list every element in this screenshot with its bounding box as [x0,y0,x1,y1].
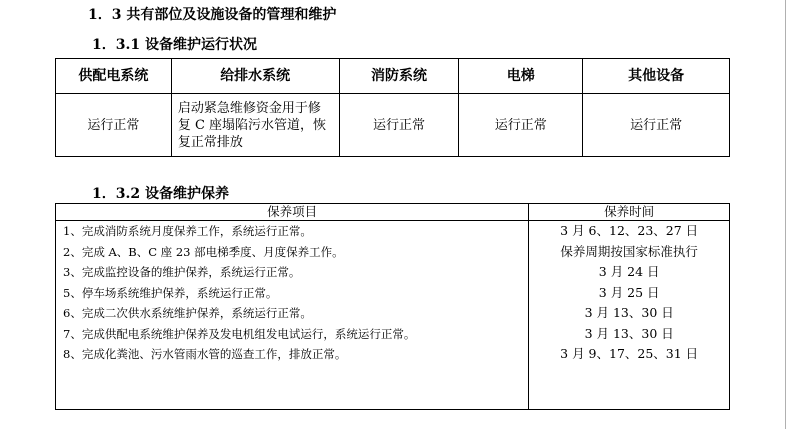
section-heading: 1．3 共有部位及设施设备的管理和维护 [88,7,337,23]
list-item: 3、完成监控设备的维护保养，系统运行正常。 [63,265,301,279]
maintenance-heading: 1．3.2 设备维护保养 [92,186,229,202]
time-item: 3 月 9、17、25、31 日 [560,346,699,361]
list-item: 6、完成二次供水系统维护保养，系统运行正常。 [63,306,312,320]
list-item: 1、完成消防系统月度保养工作，系统运行正常。 [63,224,312,238]
list-item: 7、完成供配电系统维护保养及发电机组发电试运行，系统运行正常。 [63,326,416,341]
status-fire: 运行正常 [339,94,459,157]
page-edge-rule [785,0,786,429]
header-fire: 消防系统 [339,59,459,94]
maintenance-times [529,221,730,410]
status-water: 启动紧急维修资金用于修复 C 座塌陷污水管道，恢复正常排放 [171,94,339,157]
header-other: 其他设备 [583,59,730,94]
maintenance-items [56,221,529,410]
status-header-row [56,59,730,94]
time-item: 3 月 24 日 [598,264,660,279]
maintenance-header-row [56,204,730,221]
header-water: 给排水系统 [171,59,339,94]
header-elevator: 电梯 [459,59,583,94]
status-elevator: 运行正常 [459,94,583,157]
equipment-status-table [55,58,730,157]
header-power: 供配电系统 [56,59,172,94]
header-time: 保养时间 [529,204,730,221]
status-power: 运行正常 [56,94,172,157]
status-heading: 1．3.1 设备维护运行状况 [92,37,257,53]
time-item: 3 月 13、30 日 [584,325,674,341]
list-item: 8、完成化粪池、污水管雨水管的巡查工作，排放正常。 [63,347,347,361]
header-item: 保养项目 [56,204,529,221]
list-item: 2、完成 A、B、C 座 23 部电梯季度、月度保养工作。 [63,244,344,259]
time-item: 3 月 25 日 [598,284,660,300]
time-item: 3 月 13、30 日 [584,305,674,320]
time-item: 保养周期按国家标准执行 [560,243,698,259]
status-other: 运行正常 [583,94,730,157]
status-row [56,94,730,157]
list-item: 5、停车场系统维护保养，系统运行正常。 [63,285,278,300]
maintenance-body-row [56,221,730,410]
time-item: 3 月 6、12、23、27 日 [560,223,699,238]
maintenance-table [55,203,730,410]
